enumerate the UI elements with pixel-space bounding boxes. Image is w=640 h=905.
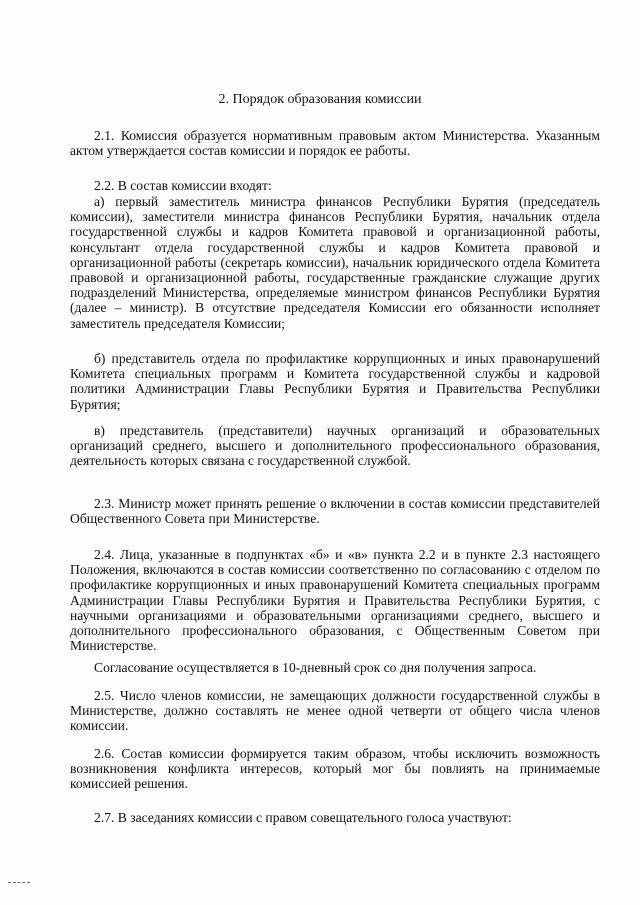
paragraph-2-7: 2.7. В заседаниях комиссии с правом совещательного голоса участвуют: [94, 810, 512, 825]
paragraph-2-6: 2.6. Состав комиссии формируется таким образом, чтобы исключить возможность возникновения конфликта интересов, который мог бы повлиять на принимаемые комиссией решения. [70, 746, 600, 792]
paragraph-2-4: 2.4. Лица, указанные в подпунктах «б» и «в» пункта 2.2 и в пункте 2.3 настоящего Положения, включаются в состав комиссии соответственно по согласованию с отделом по профилактике коррупционных и иных правонарушений Комитета специальных программ Администрации Главы Республики Бурятия и Правительства Республики Бурятия, с научными организациями и образовательными организациями среднего, высшего и дополнительного профессионального образования, с Общественным Советом при Министерстве. [70, 547, 600, 654]
paragraph-2-2-intro: 2.2. В состав комиссии входят: [94, 178, 272, 193]
paragraph-2-3: 2.3. Министр может принять решение о включении в состав комиссии представителей Общественного Совета при Министерстве. [70, 496, 600, 527]
paragraph-2-2-v: в) представитель (представители) научных организаций и образовательных организаций среднего, высшего и дополнительного профессионального образования, деятельность которых связана с государственной службой. [70, 423, 600, 469]
paragraph-2-4-agreement: Согласование осуществляется в 10-дневный срок со дня получения запроса. [94, 660, 537, 675]
section-title: 2. Порядок образования комиссии [218, 92, 422, 107]
paragraph-2-5: 2.5. Число членов комиссии, не замещающих должности государственной службы в Министерстве, должно составлять не менее одной четверти от общего числа членов комиссии. [70, 688, 600, 734]
paragraph-2-2-a: а) первый заместитель министра финансов Республики Бурятия (председатель комиссии), заместители министра финансов Республики Бурятия, начальник отдела государственной службы и кадров Комитета правовой и организационной работы, консультант отдела государственной службы и кадров Комитета правовой и организационной работы (секретарь комиссии), начальник юридического отдела Комитета правовой и организационной работы, государственные гражданские служащие других подразделений Министерства, определяемые министром финансов Республики Бурятия (далее – министр). В отсутствие председателя Комиссии его обязанности исполняет заместитель председателя Комиссии; [70, 194, 600, 331]
paragraph-2-1: 2.1. Комиссия образуется нормативным правовым актом Министерства. Указанным актом утверждается состав комиссии и порядок ее работы. [70, 128, 600, 159]
scan-artifact-mark [8, 882, 30, 885]
paragraph-2-2-b: б) представитель отдела по профилактике коррупционных и иных правонарушений Комитета специальных программ и Комитета государственной службы и кадровой политики Администрации Главы Республики Бурятия и Правительства Республики Бурятия; [70, 351, 600, 412]
